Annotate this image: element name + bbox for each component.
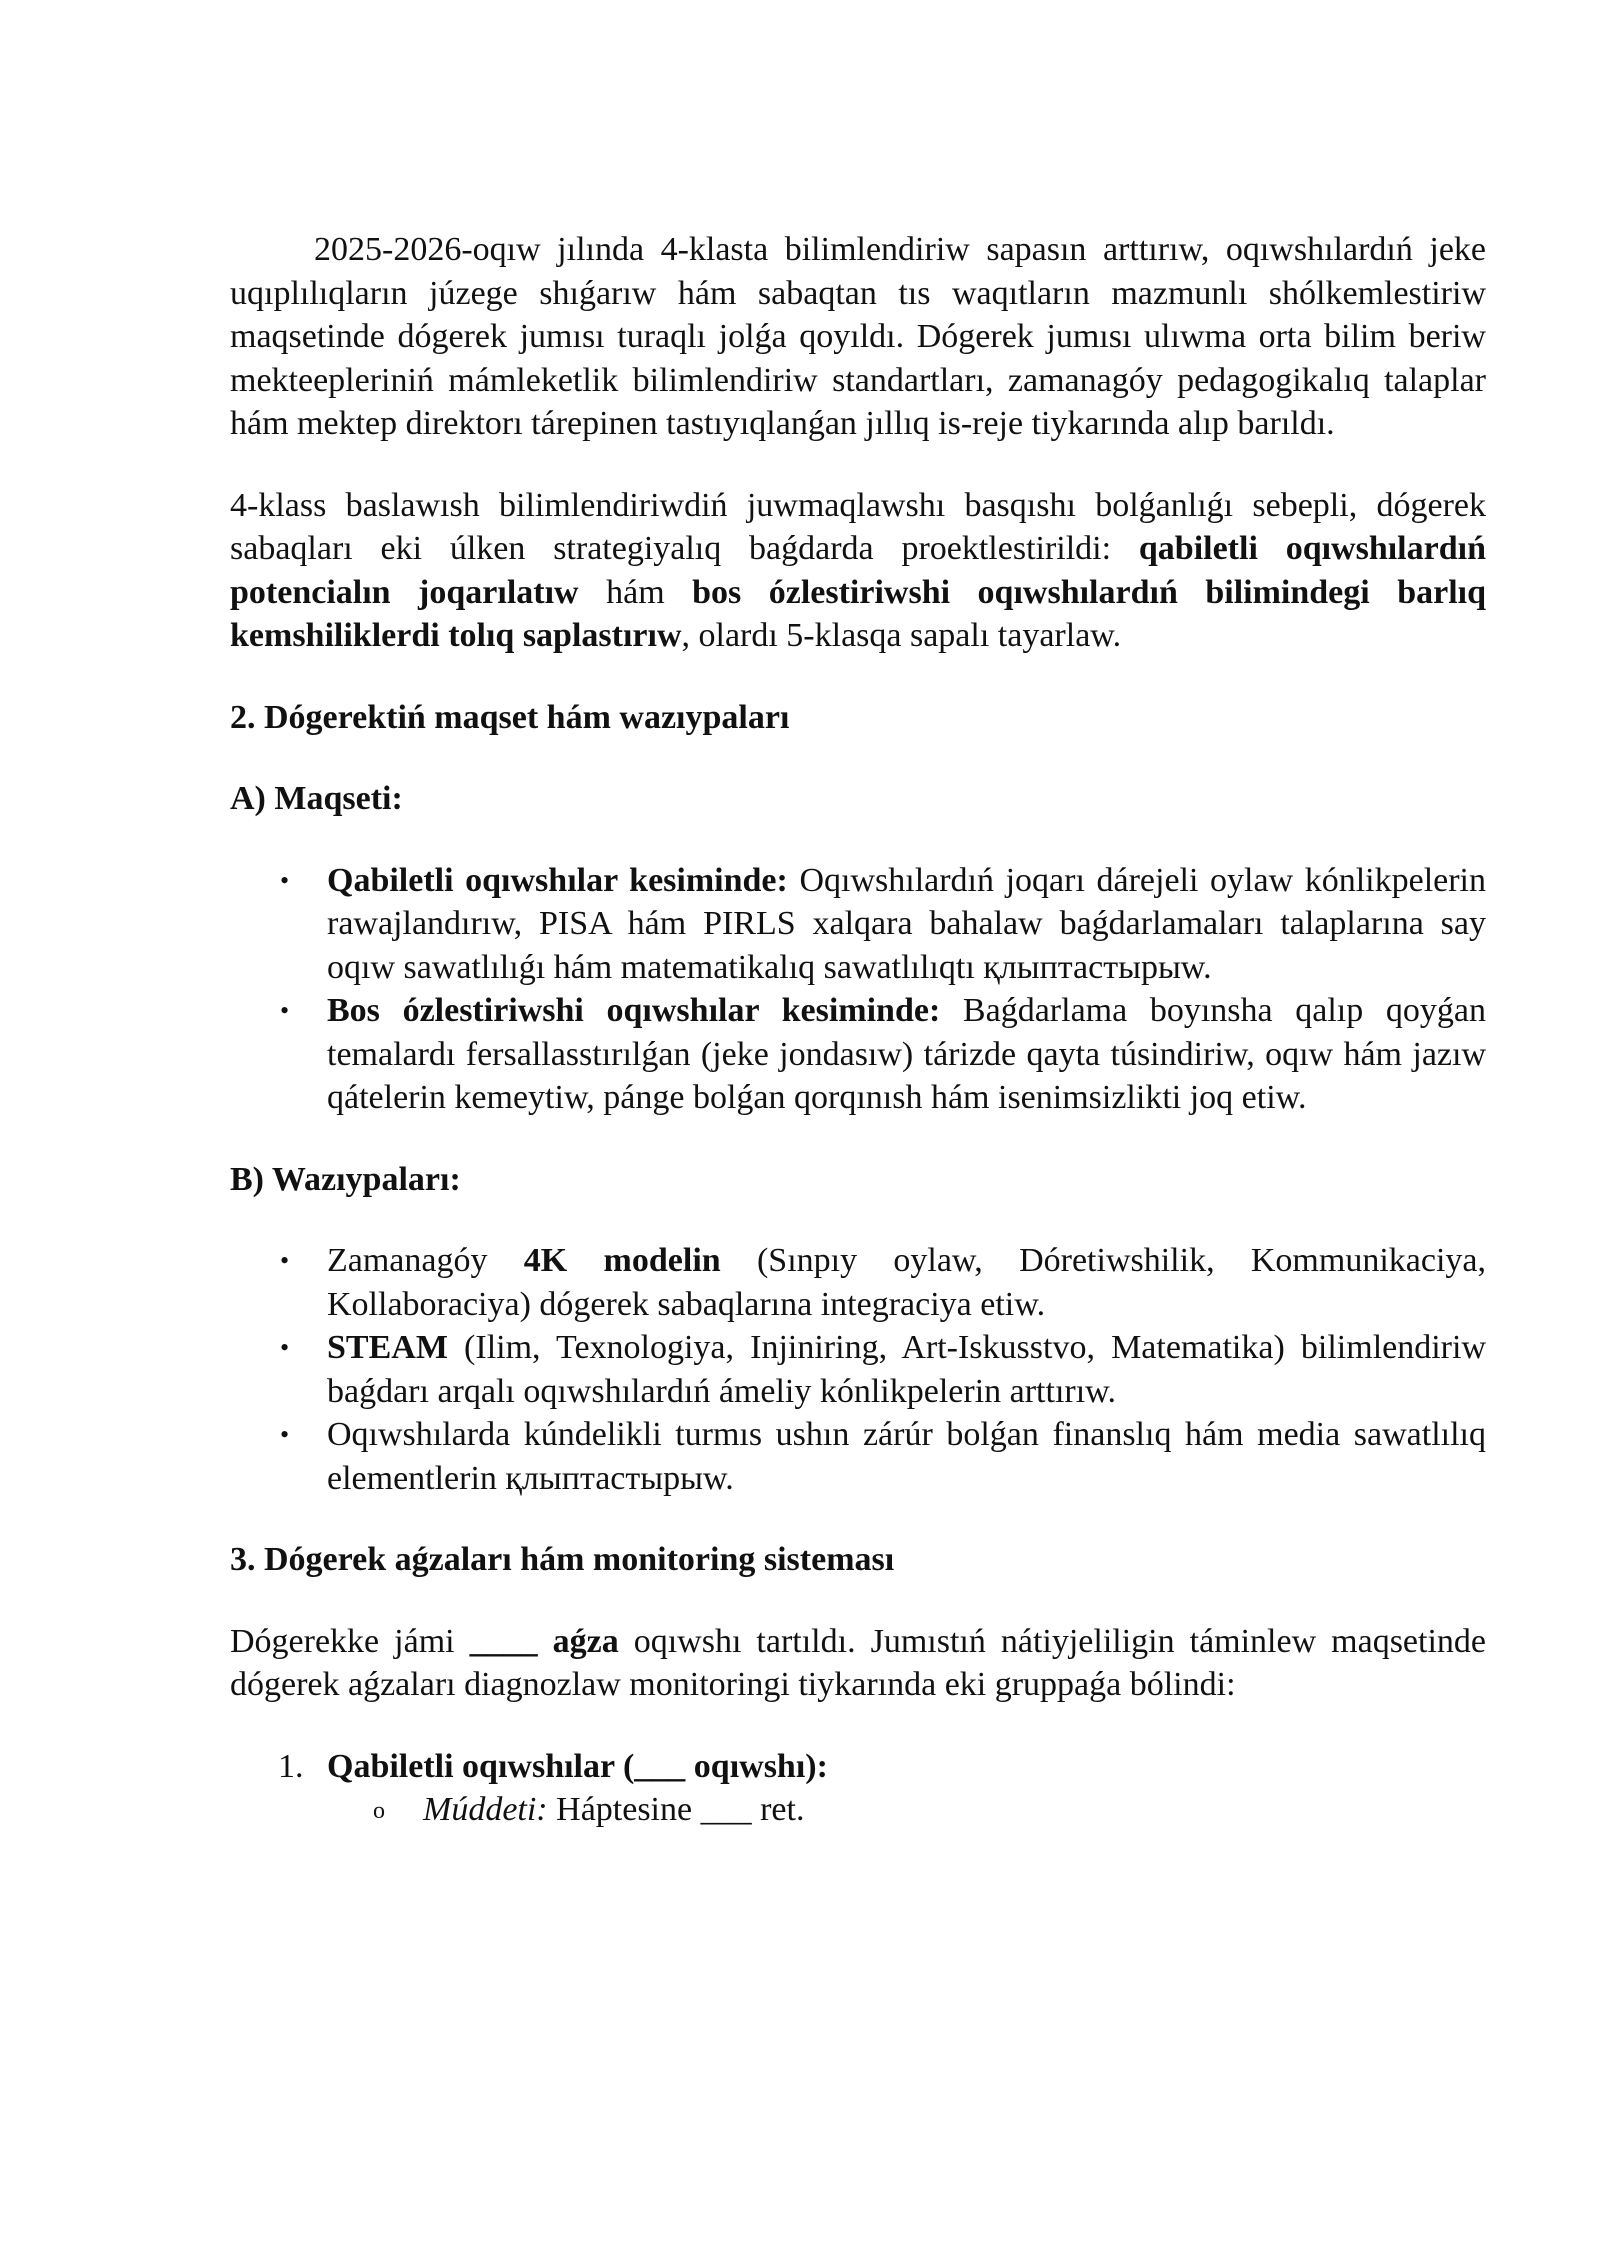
duration-label: Múddeti:	[423, 1791, 548, 1828]
intro-paragraph-1: 2025-2026-oqıw jılında 4-klasta bilimlendiriw sapasın arttırıw, oqıwshılardıń jeke uqıplılıqların júzege shıǵarıw hám sabaqtan tıs waqıtların mazmunlı shólkemlestiriw maqsetinde dógerek jumısı turaqlı jolǵa qoyıldı. Dógerek jumısı ulıwma orta bilim beriw mekteepleriniń mámleketlik bilimlendiriw standartları, zamanagóy pedagogikalıq talaplar hám mektep direktorı tárepinen tastıyıqlanǵan jıllıq is-reje tiykarında alıp barıldı.	[230, 231, 1486, 442]
circle-bullet-icon: o	[373, 1798, 385, 1824]
intro-paragraph-2	[230, 484, 1486, 658]
task-item-text: (Ilim, Texnologiya, Injiniring, Art-Iskusstvo, Matematika) bilimlendiriw baǵdarı arqalı oqıwshılardıń ámeliy kónlikpelerin arttırıw.	[327, 1329, 1486, 1410]
members-blank: ____	[469, 1622, 538, 1660]
list-item	[230, 989, 1486, 1120]
bullet-icon: •	[280, 1246, 290, 1275]
document-page	[230, 228, 1486, 1832]
section-3-paragraph	[230, 1620, 1486, 1707]
section-3-heading: 3. Dógerek aǵzaları hám monitoring sisteması	[230, 1541, 895, 1578]
aim-item-text: Oqıwshılardıń joqarı dárejeli oylaw kónlikpelerin rawajlandırıw, PISA hám PIRLS xalqara bahalaw baǵdarlamaları talaplarına say oqıw sawatlılıǵı hám matematikalıq sawatlılıqtı қлыптастырыw.	[327, 861, 1487, 986]
duration-text: Háptesine ___ ret.	[547, 1791, 805, 1828]
intro-p2-bold-1: qabiletli oqıwshılardıń potencialın joqarılatıw	[230, 530, 1486, 611]
intro-p2-text-d: , olardı 5-klasqa sapalı tayarlaw.	[681, 617, 1122, 654]
list-item	[230, 1326, 1486, 1413]
task-item-text: (Sınpıy oylaw, Dóretiwshilik, Kommunikaciya, Kollaboraciya) dógerek sabaqlarına integraciya etiw.	[327, 1242, 1486, 1323]
tasks-heading: B) Wazıypaları:	[230, 1160, 461, 1198]
list-item	[230, 1239, 1486, 1326]
groups-list	[230, 1745, 1486, 1789]
task-item-text: Oqıwshılarda kúndelikli turmıs ushın zárúr bolǵan finanslıq hám media sawatlılıq elementlerin қлыптастырыw.	[327, 1416, 1486, 1497]
intro-p2-bold-2: bos ózlestiriwshi oqıwshılardıń bilimindegi barlıq kemshiliklerdi tolıq saplastırıw	[230, 573, 1486, 654]
members-text-b: oqıwshı tartıldı. Jumıstıń nátiyjeliligin táminlew maqsetinde dógerek aǵzaları diagnozlaw monitoringi tiykarında eki gruppaǵa bólindi:	[230, 1622, 1486, 1703]
tasks-list	[230, 1239, 1486, 1500]
aim-item-text: Baǵdarlama boyınsha qalıp qoyǵan temalardı fersallasstırılǵan (jeke jondasıw) tárizde qayta túsindiriw, oqıw hám jazıw qátelerin kemeytiw, pánge bolǵan qorqınısh hám isenimsizlikti joq etiw.	[327, 992, 1486, 1116]
aim-item-label: Qabiletli oqıwshılar kesiminde:	[327, 861, 788, 899]
aims-heading: A) Maqseti:	[230, 780, 403, 817]
bullet-icon: •	[280, 996, 290, 1025]
bullet-icon: •	[280, 865, 290, 895]
members-text-a: Dógerekke jámi	[230, 1622, 470, 1660]
list-item	[230, 859, 1486, 990]
group-sublist	[230, 1788, 1486, 1832]
list-item	[230, 1745, 1486, 1789]
list-item	[230, 1413, 1486, 1500]
intro-p2-text-a: 4-klass baslawısh bilimlendiriwdiń juwmaqlawshı basqıshı bolǵanlıǵı sebepli, dógerek sabaqları eki úlken strategiyalıq baǵdarda proektlestirildi:	[230, 486, 1486, 567]
list-item	[230, 1788, 1486, 1832]
list-number: 1.	[278, 1747, 304, 1785]
bullet-icon: •	[280, 1333, 290, 1362]
task-item-bold: STEAM	[327, 1329, 448, 1366]
members-bold: aǵza	[537, 1622, 619, 1660]
task-item-prefix: Zamanagóy	[327, 1242, 524, 1279]
bullet-icon: •	[280, 1420, 290, 1449]
group-label: Qabiletli oqıwshılar (___ oqıwshı):	[327, 1747, 828, 1785]
task-item-bold: 4K modelin	[523, 1242, 721, 1279]
section-2-heading: 2. Dógerektiń maqset hám wazıypaları	[230, 698, 790, 736]
aim-item-label: Bos ózlestiriwshi oqıwshılar kesiminde:	[327, 992, 941, 1029]
intro-p2-text-c: hám	[578, 573, 693, 611]
aims-list	[230, 859, 1486, 1120]
